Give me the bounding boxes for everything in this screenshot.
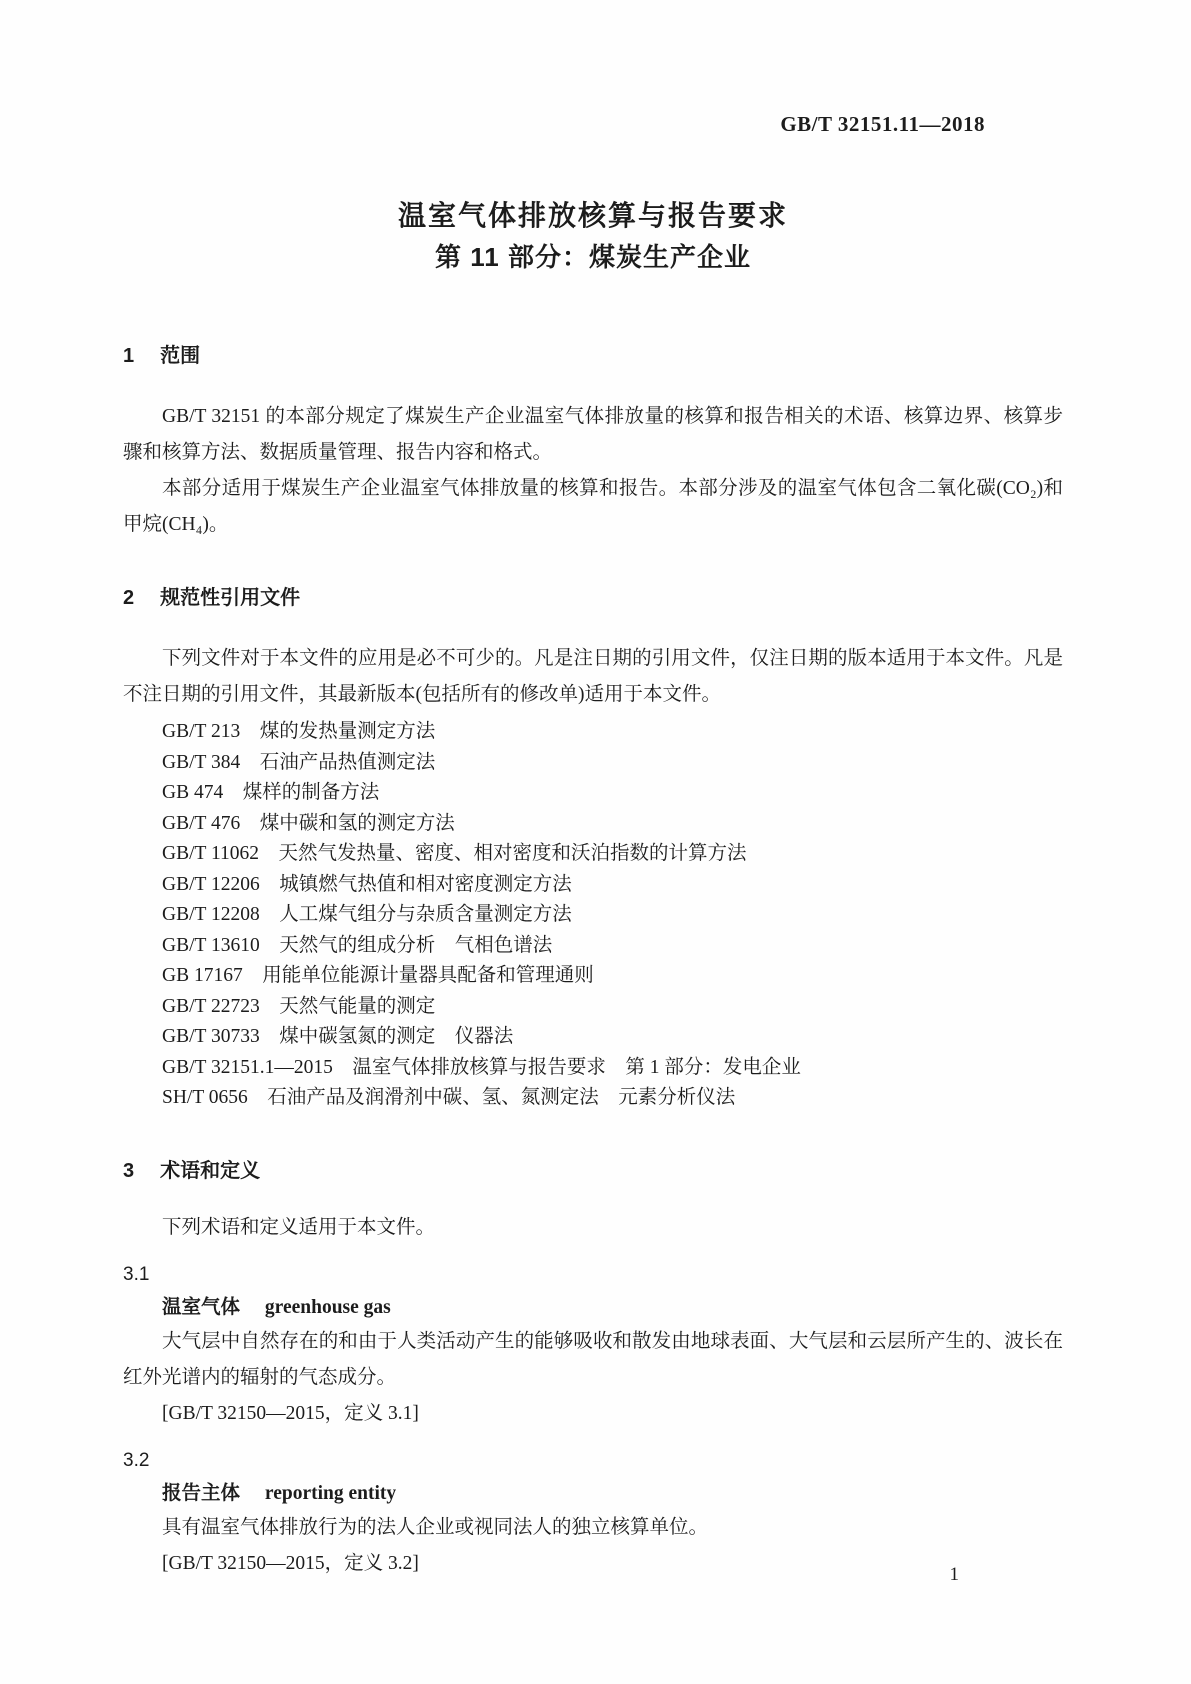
term-name-zh: 报告主体 bbox=[162, 1481, 241, 1504]
reference-item: GB/T 11062 天然气发热量、密度、相对密度和沃泊指数的计算方法 bbox=[162, 843, 747, 864]
document-title-line1: 温室气体排放核算与报告要求 bbox=[397, 200, 788, 231]
term-name-zh: 温室气体 bbox=[162, 1295, 241, 1318]
reference-item: GB 17167 用能单位能源计量器具配备和管理通则 bbox=[162, 965, 594, 986]
section-scope-number: 1 bbox=[123, 345, 135, 367]
term-number: 3.2 bbox=[123, 1449, 150, 1471]
section-scope-title: 范围 bbox=[160, 345, 201, 367]
references-list bbox=[123, 717, 1063, 1114]
term-name bbox=[123, 1291, 1063, 1324]
section-references-number: 2 bbox=[123, 587, 135, 609]
term-source: [GB/T 32150—2015，定义 3.1] bbox=[162, 1402, 419, 1424]
term-definition: 大气层中自然存在的和由于人类活动产生的能够吸收和散发由地球表面、大气层和云层所产生的、波长在红外光谱内的辐射的气态成分。 bbox=[123, 1330, 1063, 1388]
term-name-en: reporting entity bbox=[264, 1482, 397, 1504]
references-intro: 下列文件对于本文件的应用是必不可少的。凡是注日期的引用文件，仅注日期的版本适用于本文件。凡是不注日期的引用文件，其最新版本(包括所有的修改单)适用于本文件。 bbox=[123, 648, 1063, 705]
scope-paragraph: GB/T 32151 的本部分规定了煤炭生产企业温室气体排放量的核算和报告相关的术语、核算边界、核算步骤和核算方法、数据质量管理、报告内容和格式。 bbox=[123, 406, 1063, 463]
section-terms-heading bbox=[123, 1158, 1063, 1184]
section-scope-heading bbox=[123, 343, 1063, 369]
reference-item: GB/T 30733 煤中碳氢氮的测定 仪器法 bbox=[162, 1026, 514, 1047]
reference-item: GB/T 12208 人工煤气组分与杂质含量测定方法 bbox=[162, 904, 572, 925]
reference-item: GB/T 213 煤的发热量测定方法 bbox=[162, 721, 436, 742]
section-terms-title: 术语和定义 bbox=[160, 1159, 261, 1182]
section-terms-number: 3 bbox=[123, 1159, 135, 1182]
reference-item: GB/T 476 煤中碳和氢的测定方法 bbox=[162, 812, 455, 834]
page-number: 1 bbox=[949, 1564, 959, 1585]
term-source: [GB/T 32150—2015，定义 3.2] bbox=[162, 1552, 419, 1574]
term-definition: 具有温室气体排放行为的法人企业或视同法人的独立核算单位。 bbox=[162, 1516, 709, 1538]
reference-item: GB/T 13610 天然气的组成分析 气相色谱法 bbox=[162, 934, 553, 956]
reference-item: SH/T 0656 石油产品及润滑剂中碳、氢、氮测定法 元素分析仪法 bbox=[162, 1087, 736, 1108]
terms-intro: 下列术语和定义适用于本文件。 bbox=[162, 1216, 436, 1238]
scope-paragraph: 本部分适用于煤炭生产企业温室气体排放量的核算和报告。本部分涉及的温室气体包含二氧化碳(CO₂)和甲烷(CH₄)。 bbox=[123, 478, 1063, 535]
term-name bbox=[123, 1477, 1063, 1510]
term-entry bbox=[123, 1258, 1063, 1432]
reference-item: GB/T 12206 城镇燃气热值和相对密度测定方法 bbox=[162, 873, 572, 895]
document-title bbox=[123, 195, 1063, 277]
term-name-en: greenhouse gas bbox=[264, 1296, 391, 1318]
reference-item: GB/T 384 石油产品热值测定法 bbox=[162, 751, 436, 773]
reference-item: GB 474 煤样的制备方法 bbox=[162, 782, 380, 803]
reference-item: GB/T 32151.1—2015 温室气体排放核算与报告要求 第 1 部分：发电企业 bbox=[162, 1056, 801, 1078]
term-entry bbox=[123, 1444, 1063, 1582]
section-references-heading bbox=[123, 585, 1063, 611]
section-references-title: 规范性引用文件 bbox=[160, 587, 301, 609]
reference-item: GB/T 22723 天然气能量的测定 bbox=[162, 995, 436, 1017]
standard-code: GB/T 32151.11—2018 bbox=[780, 112, 985, 136]
term-number: 3.1 bbox=[123, 1263, 150, 1285]
document-title-line2: 第 11 部分：煤炭生产企业 bbox=[435, 242, 751, 272]
